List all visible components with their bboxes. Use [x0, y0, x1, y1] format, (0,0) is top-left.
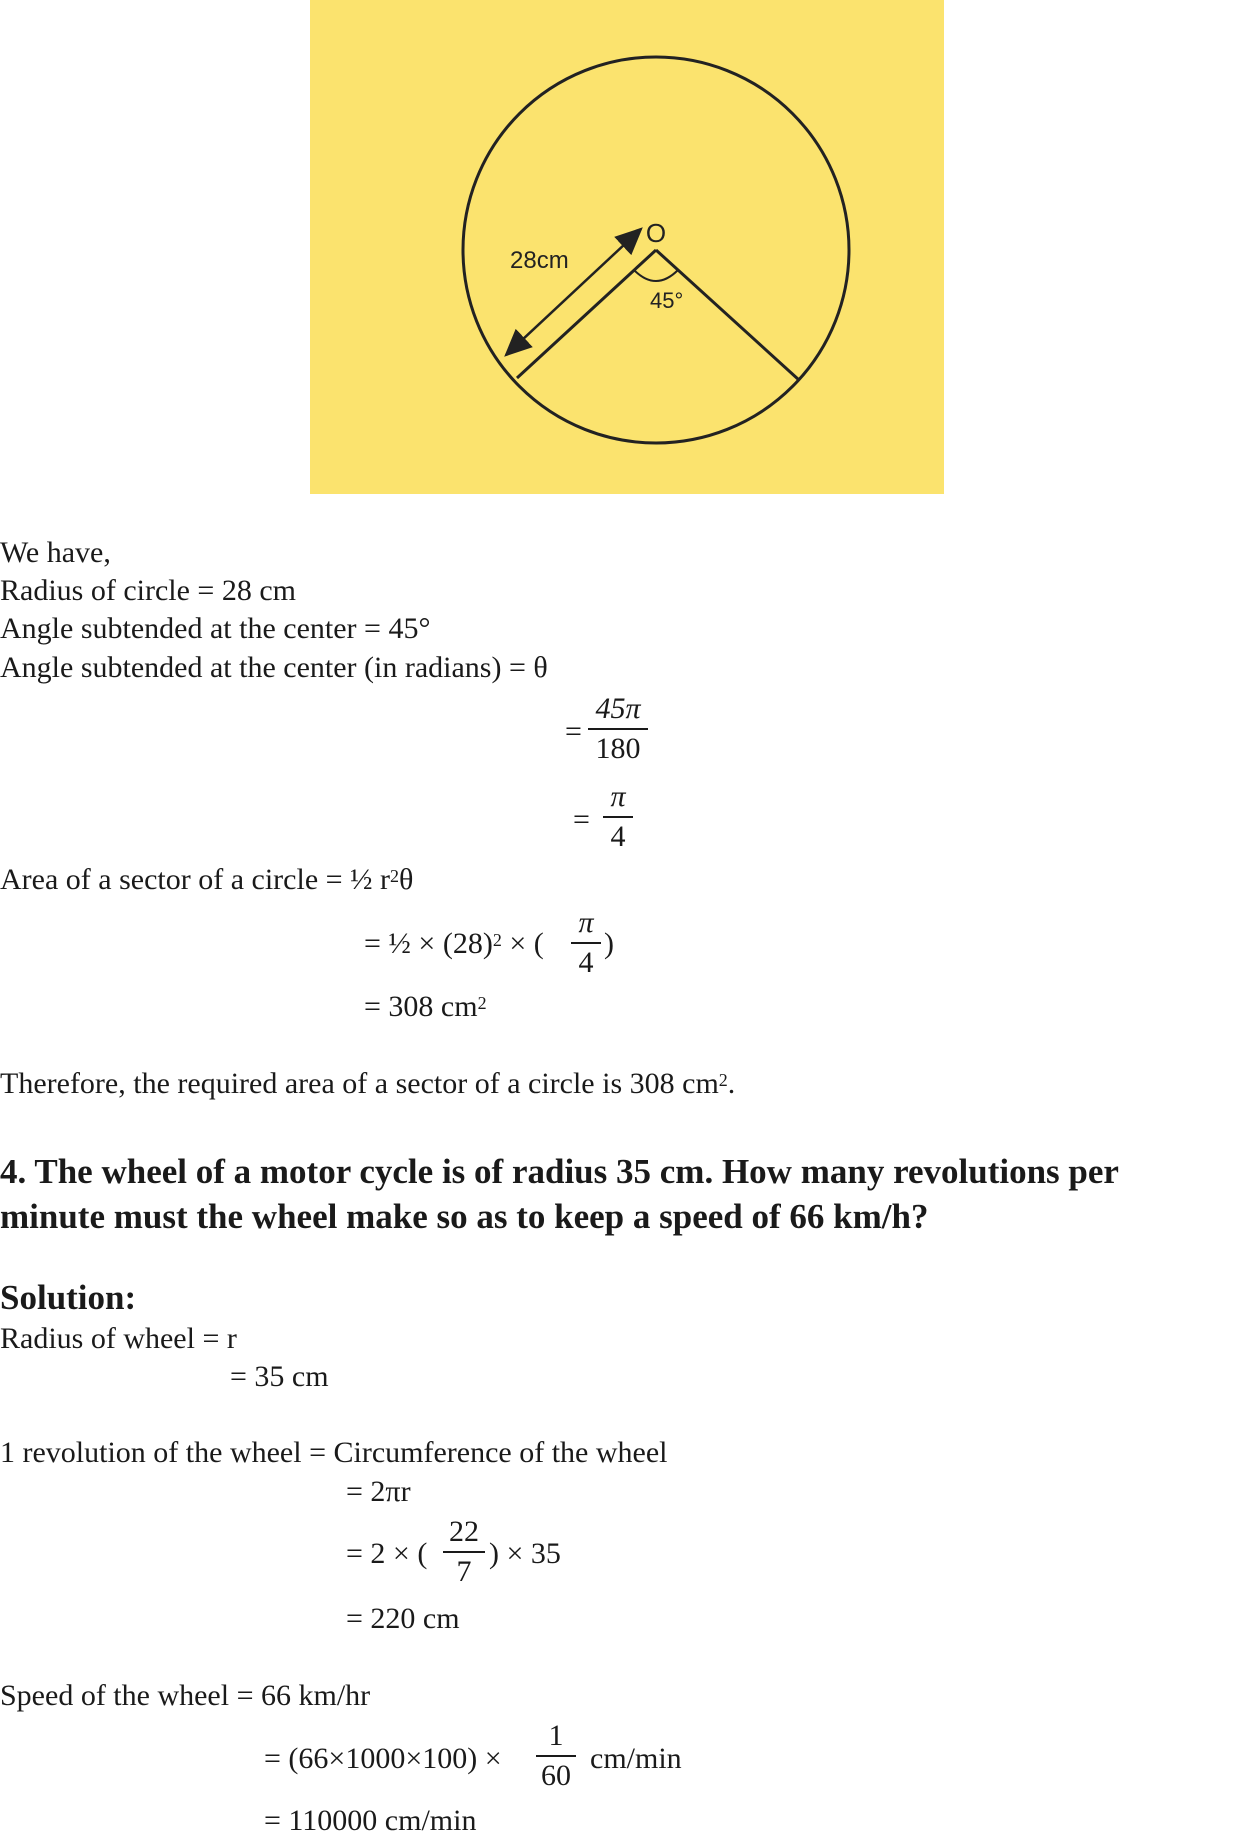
center-label: O [645, 218, 667, 248]
question-4-line-1: 4. The wheel of a motor cycle is of radius 35 cm. How many revolutions per [0, 1152, 1119, 1191]
area-formula-text: Area of a sector of a circle = ½ r [0, 863, 391, 896]
fraction-denominator: 4 [578, 946, 594, 979]
circle-diagram [310, 0, 944, 494]
fraction-45pi-over-180 [588, 692, 648, 766]
fraction-numerator: π [578, 906, 594, 939]
fraction-denominator: 4 [610, 820, 626, 853]
solution-heading: Solution: [0, 1278, 137, 1317]
fraction-bar [588, 728, 648, 730]
area-step-1-fraction [571, 906, 601, 980]
fraction-1-over-60 [536, 1719, 576, 1793]
radius-label: 28cm [510, 247, 569, 274]
circumference-step-2a: = 2 × ( [346, 1537, 428, 1570]
area-formula [0, 863, 413, 897]
fraction-denominator: 7 [456, 1555, 472, 1588]
sector-figure [310, 0, 944, 494]
area-result-text: = 308 cm [364, 990, 478, 1023]
conclusion-text [0, 1067, 735, 1101]
fraction-numerator: 22 [449, 1515, 479, 1548]
area-formula-exponent: 2 [390, 866, 400, 886]
area-result-exponent: 2 [477, 993, 487, 1013]
fraction-bar [536, 1755, 576, 1757]
circumference-step-2b: ) × 35 [489, 1537, 561, 1570]
area-step-1-part-a: = ½ × (28) [364, 927, 493, 960]
question-4-line-2: minute must the wheel make so as to keep a speed of 66 km/h? [0, 1197, 929, 1236]
fraction-numerator: 45π [595, 692, 641, 725]
fraction-22-over-7 [443, 1515, 485, 1589]
area-step-1-exponent: 2 [492, 930, 502, 950]
circumference-step-1: = 2πr [346, 1475, 411, 1508]
area-formula-theta: θ [399, 863, 414, 896]
conclusion-exponent: 2 [718, 1070, 728, 1090]
circumference-result: = 220 cm [346, 1602, 460, 1635]
fraction-bar [603, 816, 633, 818]
speed-line: Speed of the wheel = 66 km/hr [0, 1679, 371, 1712]
revolution-line: 1 revolution of the wheel = Circumference of the wheel [0, 1436, 668, 1469]
fraction-denominator: 60 [541, 1759, 571, 1792]
fraction-pi-over-4 [603, 780, 633, 854]
equals-sign-1: = [565, 715, 582, 748]
speed-step-1a: = (66×1000×100) × [264, 1742, 502, 1775]
wheel-radius-line: Radius of wheel = r [0, 1322, 237, 1355]
conclusion-sentence: Therefore, the required area of a sector of a circle is 308 cm [0, 1067, 719, 1100]
conclusion-period: . [727, 1067, 736, 1100]
angle-arc [634, 270, 678, 281]
angle-statement: Angle subtended at the center = 45° [0, 612, 431, 645]
speed-step-1b: cm/min [590, 1742, 682, 1775]
fraction-numerator: 1 [548, 1719, 564, 1752]
area-result [364, 990, 487, 1024]
area-step-1 [364, 927, 544, 961]
area-step-1-part-b: × ( [509, 927, 544, 960]
angle-label: 45° [650, 288, 684, 313]
fraction-bar [443, 1551, 485, 1553]
radius-statement: Radius of circle = 28 cm [0, 574, 297, 607]
area-step-1-close: ) [604, 927, 614, 960]
angle-radians-statement: Angle subtended at the center (in radians) = θ [0, 651, 548, 684]
fraction-numerator: π [610, 780, 626, 813]
we-have-text: We have, [0, 536, 111, 569]
fraction-bar [571, 942, 601, 944]
fraction-denominator: 180 [595, 732, 641, 765]
wheel-radius-value: = 35 cm [230, 1360, 329, 1393]
speed-result: = 110000 cm/min [264, 1804, 477, 1837]
equals-sign-2: = [573, 803, 590, 836]
